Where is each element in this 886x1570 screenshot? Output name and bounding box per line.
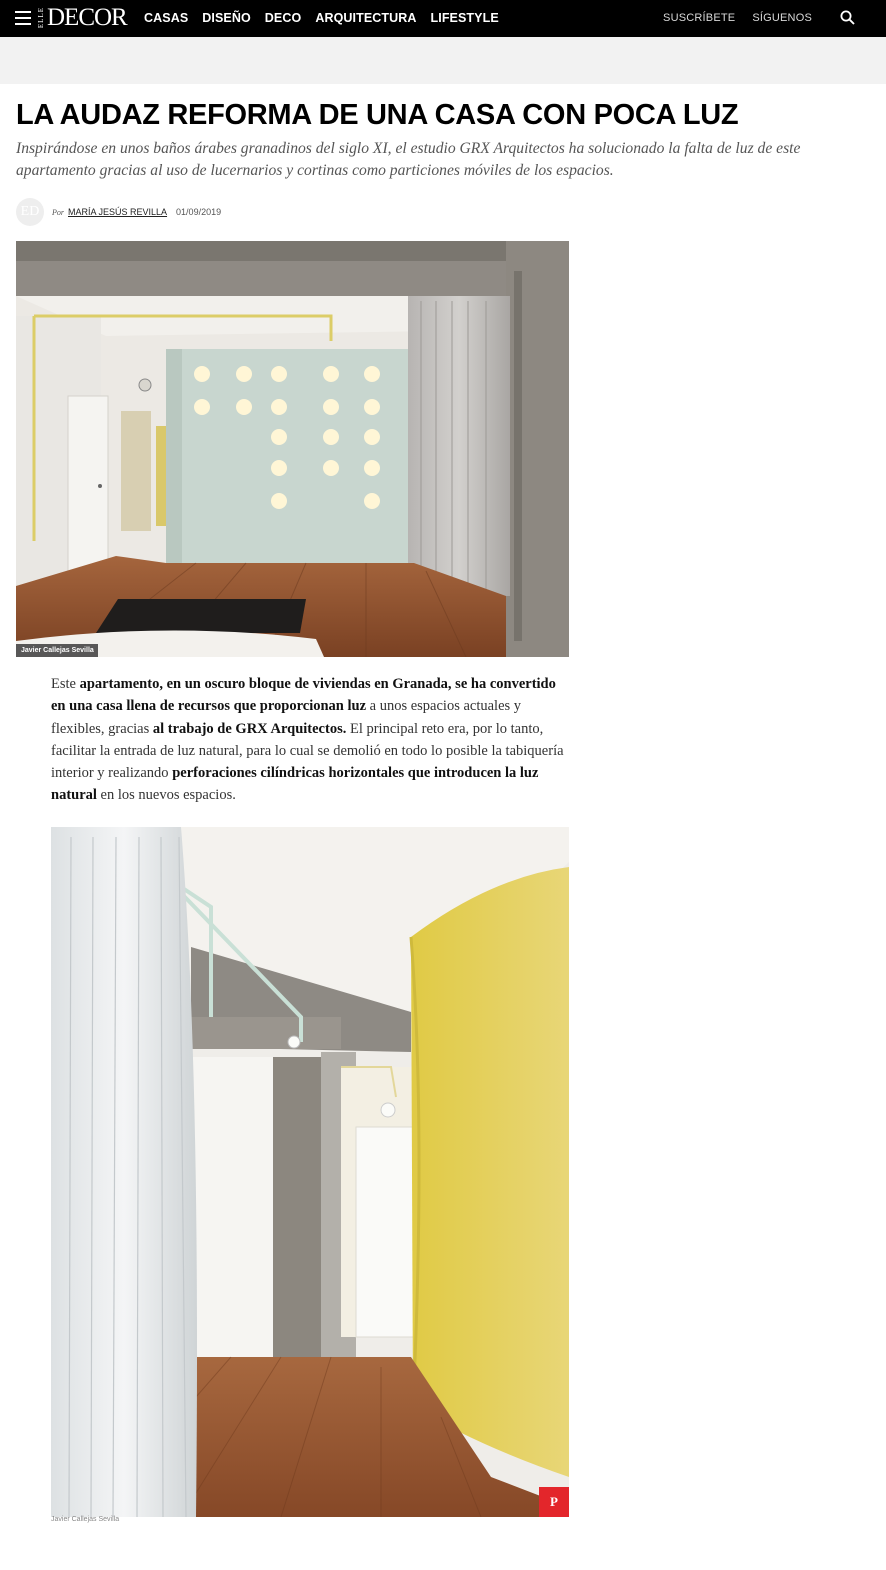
byline-prefix: Por — [52, 207, 64, 217]
article-paragraph — [51, 673, 571, 807]
paragraph-segment-bold: al trabajo de GRX Arquitectos. — [152, 720, 347, 737]
logo-elle: ELLE — [37, 7, 45, 29]
photo-credit: Javier Callejas Sevilla — [16, 644, 98, 657]
menu-icon[interactable] — [15, 11, 31, 25]
subscribe-link[interactable]: SUSCRÍBETE — [663, 12, 736, 24]
nav-item-diseno[interactable]: DISEÑO — [202, 11, 251, 25]
paragraph-segment: El principal reto era, por lo tanto, facilitar la entrada de luz natural, para lo cual se demolió en todo lo posible la tabiquería interior y realizando — [51, 720, 564, 782]
author-avatar: ED — [16, 198, 44, 226]
follow-link[interactable]: SÍGUENOS — [752, 12, 812, 24]
article-dek: Inspirándose en unos baños árabes granadinos del siglo XI, el estudio GRX Arquitectos ha solucionado la falta de luz de este apartamento gracias al uso de lucernarios y cortinas como particiones móviles de los espacios. — [16, 140, 801, 179]
paragraph-segment: Este — [51, 676, 80, 692]
secondary-photo — [51, 827, 569, 1517]
nav-item-casas[interactable]: CASAS — [144, 11, 189, 25]
paragraph-segment-bold: apartamento — [79, 676, 160, 692]
author-link[interactable]: MARÍA JESÚS REVILLA — [68, 207, 168, 217]
ad-banner-placeholder — [0, 37, 886, 84]
top-navigation-bar — [0, 0, 886, 37]
utility-nav — [663, 12, 812, 24]
nav-item-deco[interactable]: DECO — [264, 11, 302, 25]
logo-decor: DECOR — [47, 4, 127, 31]
nav-item-arquitectura[interactable]: ARQUITECTURA — [315, 11, 417, 25]
paragraph-segment: en los nuevos espacios. — [96, 787, 236, 804]
article-title: LA AUDAZ REFORMA DE UNA CASA CON POCA LUZ — [16, 99, 739, 131]
byline — [16, 198, 221, 226]
paragraph-segment-bold: , en un oscuro bloque de viviendas en Granada, se ha convertido en una casa llena de recursos que proporcionan luz — [51, 676, 556, 715]
pinterest-icon: P — [550, 1494, 558, 1509]
hero-photo-illustration — [16, 241, 569, 657]
pinterest-save-button[interactable] — [539, 1487, 569, 1517]
paragraph-segment-bold: perforaciones cilíndricas horizontales que introducen la luz natural — [51, 765, 539, 804]
search-icon[interactable] — [840, 10, 855, 25]
main-nav — [144, 11, 499, 25]
photo-credit-secondary: Javier Callejas Sevilla — [51, 1516, 120, 1523]
secondary-photo-illustration — [51, 827, 569, 1517]
nav-item-lifestyle[interactable]: LIFESTYLE — [430, 11, 499, 25]
site-logo[interactable] — [37, 5, 127, 31]
hero-photo — [16, 241, 569, 657]
publish-date: 01/09/2019 — [176, 207, 222, 217]
paragraph-segment: a unos espacios actuales y flexibles, gracias — [51, 698, 522, 737]
